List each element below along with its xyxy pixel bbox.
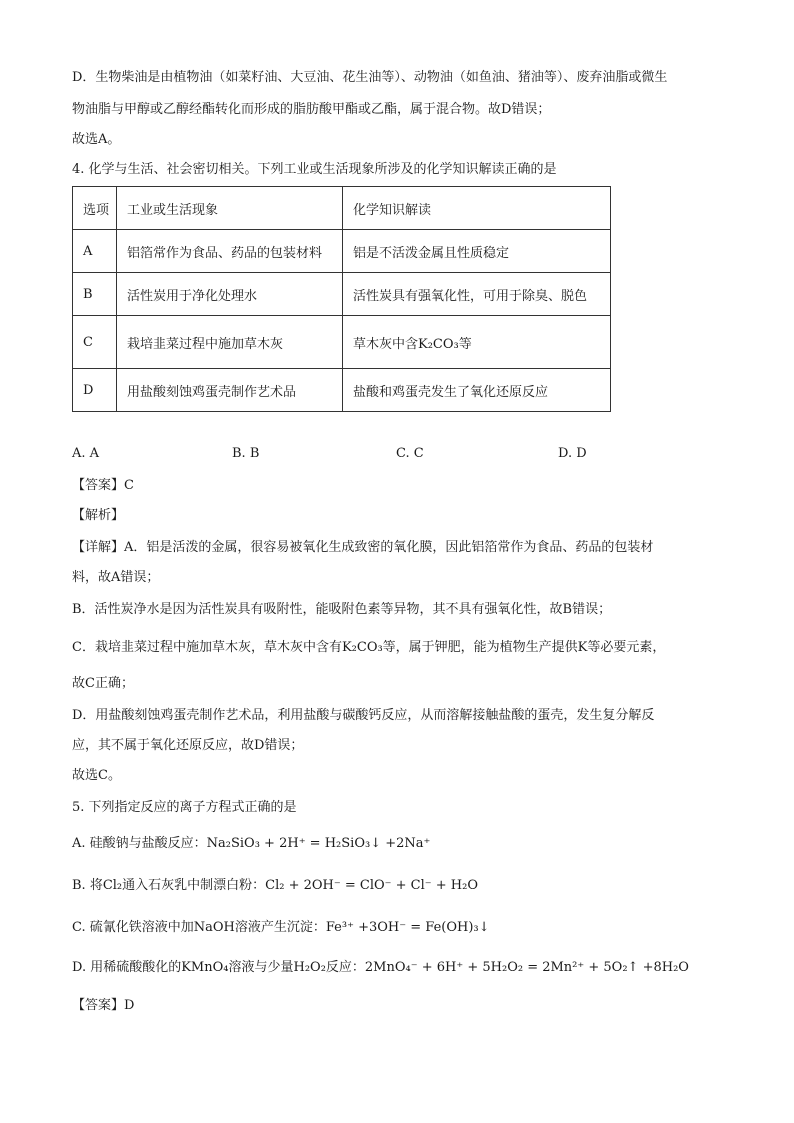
q4-table	[72, 186, 611, 412]
q4-explanation-c-line2: 故C正确；	[72, 676, 134, 691]
table-header-cell: 化学知识解读	[343, 187, 611, 230]
table-cell-option: C	[73, 316, 117, 369]
q4-explanation-d-line1: D．用盐酸刻蚀鸡蛋壳制作艺术品，利用盐酸与碳酸钙反应，从而溶解接触盐酸的蛋壳，发生复分解反	[72, 708, 655, 723]
q5-option-c: C. 硫氰化铁溶液中加NaOH溶液产生沉淀：Fe³⁺ +3OH⁻ = Fe(OH)₃↓	[72, 920, 490, 935]
q3-option-d-explanation-line1: D．生物柴油是由植物油（如菜籽油、大豆油、花生油等）、动物油（如鱼油、猪油等）、废弃油脂或微生	[72, 70, 668, 85]
table-cell-interpretation: 活性炭具有强氧化性，可用于除臭、脱色	[343, 273, 611, 316]
q4-option-a: A. A	[72, 446, 100, 461]
q4-explanation-c-line1: C．栽培韭菜过程中施加草木灰，草木灰中含有K₂CO₃等，属于钾肥，能为植物生产提供K等必要元素，	[72, 640, 666, 655]
q5-option-d: D. 用稀硫酸酸化的KMnO₄溶液与少量H₂O₂反应：2MnO₄⁻ + 6H⁺ + 5H₂O₂ = 2Mn²⁺ + 5O₂↑ +8H₂O	[72, 960, 689, 975]
q4-analysis-label: 【解析】	[72, 508, 125, 523]
table-row	[73, 230, 611, 273]
q4-answer	[72, 476, 724, 496]
q4-option-b: B. B	[232, 446, 260, 461]
q4-explanation-b: B．活性炭净水是因为活性炭具有吸附性，能吸附色素等异物，其不具有强氧化性，故B错误；	[72, 602, 612, 617]
table-cell-interpretation: 盐酸和鸡蛋壳发生了氧化还原反应	[343, 369, 611, 412]
answer-value: D	[124, 998, 135, 1013]
q4-option-d: D. D	[558, 446, 587, 461]
q4-explanation-d-line2: 应，其不属于氧化还原反应，故D错误；	[72, 738, 304, 753]
table-header-row	[73, 187, 611, 230]
table-cell-interpretation: 铝是不活泼金属且性质稳定	[343, 230, 611, 273]
q3-option-d-explanation-line2: 物油脂与甲醇或乙醇经酯转化而形成的脂肪酸甲酯或乙酯，属于混合物。故D错误；	[72, 102, 551, 117]
answer-label: 【答案】	[72, 478, 125, 493]
table-row	[73, 273, 611, 316]
q5-option-b: B. 将Cl₂通入石灰乳中制漂白粉：Cl₂ + 2OH⁻ = ClO⁻ + Cl⁻ + H₂O	[72, 878, 479, 893]
table-header-cell: 工业或生活现象	[117, 187, 343, 230]
q5-answer	[72, 996, 724, 1016]
answer-value: C	[124, 478, 134, 493]
detail-label: 【详解】	[72, 540, 125, 555]
q3-conclusion: 故选A。	[72, 132, 121, 147]
answer-label: 【答案】	[72, 998, 125, 1013]
table-cell-option: A	[73, 230, 117, 273]
table-cell-phenomenon: 铝箔常作为食品、药品的包装材料	[117, 230, 343, 273]
q4-explanation-a-line1	[72, 538, 724, 558]
q5-option-a: A. 硅酸钠与盐酸反应：Na₂SiO₃ + 2H⁺ = H₂SiO₃↓ +2Na⁺	[72, 836, 431, 851]
table-row	[73, 316, 611, 369]
table-cell-option: D	[73, 369, 117, 412]
q4-stem: 4. 化学与生活、社会密切相关。下列工业或生活现象所涉及的化学知识解读正确的是	[72, 162, 557, 177]
q4-option-c: C. C	[396, 446, 424, 461]
table-cell-interpretation: 草木灰中含K₂CO₃等	[343, 316, 611, 369]
table-cell-phenomenon: 栽培韭菜过程中施加草木灰	[117, 316, 343, 369]
table-header-cell: 选项	[73, 187, 117, 230]
table-cell-phenomenon: 活性炭用于净化处理水	[117, 273, 343, 316]
table-cell-option: B	[73, 273, 117, 316]
q4-explanation-a-line2: 料，故A错误；	[72, 570, 160, 585]
q4-options	[72, 446, 632, 466]
q4-conclusion: 故选C。	[72, 768, 121, 783]
explanation-a-text: A．铝是活泼的金属，很容易被氧化生成致密的氧化膜，因此铝箔常作为食品、药品的包装材	[124, 540, 654, 555]
table-cell-phenomenon: 用盐酸刻蚀鸡蛋壳制作艺术品	[117, 369, 343, 412]
q5-stem: 5. 下列指定反应的离子方程式正确的是	[72, 800, 297, 815]
table-row	[73, 369, 611, 412]
